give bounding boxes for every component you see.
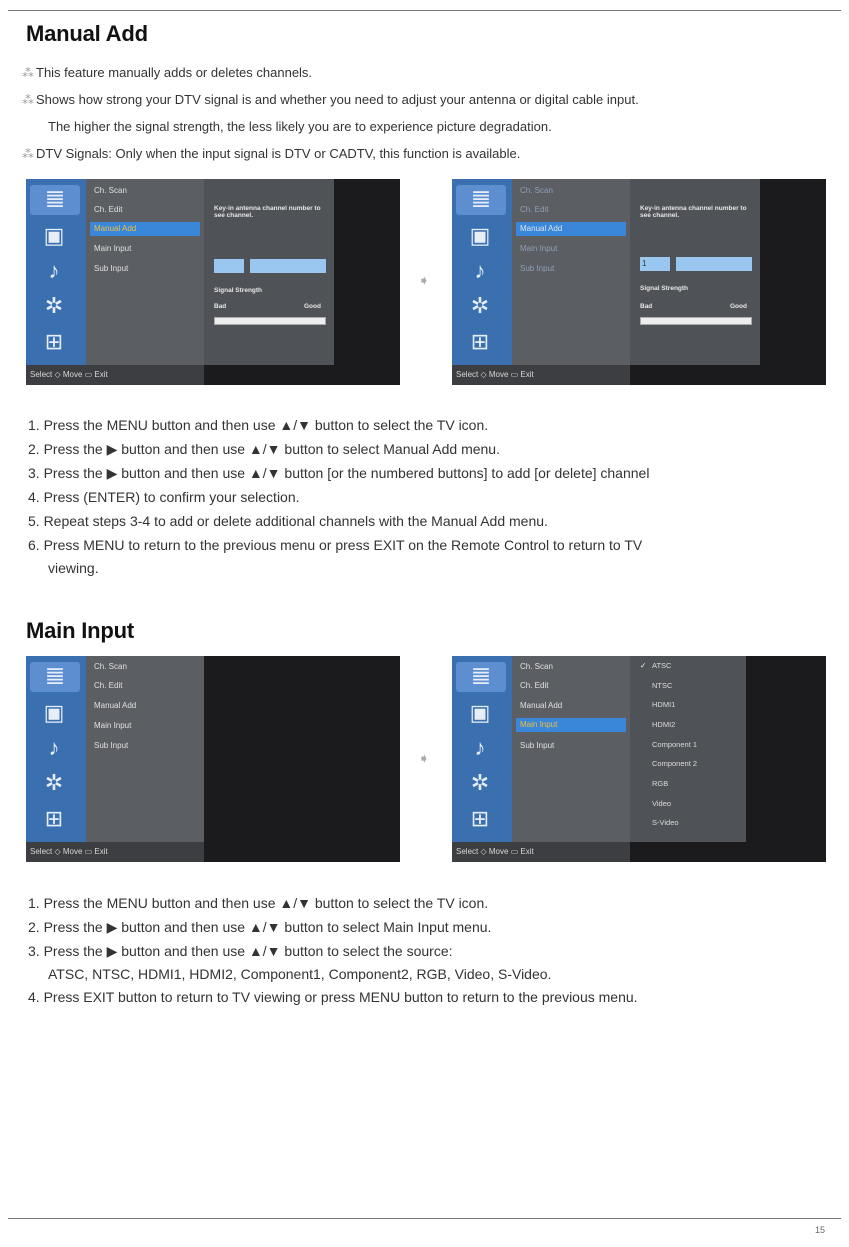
- menu-item-ch-scan[interactable]: Ch. Scan: [94, 662, 127, 671]
- panel-instruction: Key-in antenna channel number to see channel.: [214, 205, 321, 219]
- input-icon: ⊞: [470, 329, 490, 354]
- tv-menu-list: [512, 179, 630, 365]
- menu-item-manual-add[interactable]: Manual Add: [90, 222, 200, 236]
- picture-icon: ▣: [469, 700, 491, 725]
- antenna-icon: 𝍤: [456, 662, 506, 692]
- channel-input-box-a[interactable]: [214, 259, 244, 273]
- list-item-continued: viewing.: [48, 560, 99, 576]
- list-item-continued: ATSC, NTSC, HDMI1, HDMI2, Component1, Component2, RGB, Video, S-Video.: [48, 966, 552, 982]
- menu-footer: Select ◇ Move ▭ Exit: [452, 365, 630, 385]
- bullet-2-continued: The higher the signal strength, the less likely you are to experience picture degradation.: [48, 119, 552, 134]
- antenna-icon: 𝍤: [456, 185, 506, 215]
- panel-instruction: Key-in antenna channel number to see channel.: [640, 205, 747, 219]
- list-item: 2. Press the ▶ button and then use ▲/▼ button to select Main Input menu.: [28, 919, 492, 935]
- top-rule: [8, 10, 841, 11]
- section-title-main-input: Main Input: [26, 618, 134, 643]
- sparkle-icon: ⁂: [22, 147, 34, 161]
- source-option[interactable]: HDMI2: [652, 720, 676, 729]
- list-item: 3. Press the ▶ button and then use ▲/▼ button to select the source:: [28, 943, 453, 959]
- menu-footer: Select ◇ Move ▭ Exit: [452, 842, 630, 862]
- signal-bad-label: Bad: [214, 303, 227, 310]
- menu-item-sub-input[interactable]: Sub Input: [520, 264, 555, 273]
- menu-item-ch-edit[interactable]: Ch. Edit: [520, 681, 549, 690]
- menu-item-main-input[interactable]: Main Input: [516, 718, 626, 732]
- menu-item-ch-scan[interactable]: Ch. Scan: [94, 186, 127, 195]
- list-item: 1. Press the MENU button and then use ▲/▼ button to select the TV icon.: [28, 895, 489, 911]
- menu-item-sub-input[interactable]: Sub Input: [94, 264, 129, 273]
- menu-item-ch-edit[interactable]: Ch. Edit: [94, 205, 123, 214]
- menu-icon-bar: [26, 656, 86, 842]
- tv-screen-main-input-2: [452, 656, 826, 862]
- sound-icon: ♪: [474, 735, 486, 760]
- tv-screen-manual-add-1: [26, 179, 400, 385]
- menu-footer: Select ◇ Move ▭ Exit: [26, 842, 204, 862]
- menu-icon-bar: [452, 179, 512, 365]
- menu-item-sub-input[interactable]: Sub Input: [520, 741, 555, 750]
- setup-gear-icon: ✲: [470, 770, 490, 795]
- arrow-right-icon: ➧: [418, 750, 430, 766]
- signal-bad-label: Bad: [640, 303, 653, 310]
- sound-icon: ♪: [48, 258, 60, 283]
- input-icon: ⊞: [470, 806, 490, 831]
- sound-icon: ♪: [48, 735, 60, 760]
- bullet-2: ⁂ Shows how strong your DTV signal is and whether you need to adjust your antenna or digital cable input.: [22, 92, 639, 107]
- section-title-manual-add: Manual Add: [26, 21, 148, 46]
- menu-icon-bar: [26, 179, 86, 365]
- list-item: 5. Repeat steps 3-4 to add or delete additional channels with the Manual Add menu.: [28, 513, 548, 529]
- menu-item-ch-edit[interactable]: Ch. Edit: [520, 205, 549, 214]
- source-option[interactable]: Component 1: [652, 740, 698, 749]
- list-item: 1. Press the MENU button and then use ▲/▼ button to select the TV icon.: [28, 417, 489, 433]
- setup-gear-icon: ✲: [44, 770, 64, 795]
- picture-icon: ▣: [43, 223, 65, 248]
- menu-footer: Select ◇ Move ▭ Exit: [26, 365, 204, 385]
- source-option[interactable]: Component 2: [652, 759, 698, 768]
- signal-strength-label: Signal Strength: [640, 285, 689, 292]
- signal-strength-bar: [640, 317, 752, 325]
- main-input-steps: [28, 891, 638, 1009]
- menu-item-main-input[interactable]: Main Input: [520, 244, 558, 253]
- picture-icon: ▣: [43, 700, 65, 725]
- list-item: 6. Press MENU to return to the previous menu or press EXIT on the Remote Control to return to TV: [28, 537, 643, 553]
- menu-item-ch-edit[interactable]: Ch. Edit: [94, 681, 123, 690]
- channel-input-box-a[interactable]: 1: [640, 257, 670, 271]
- menu-item-manual-add[interactable]: Manual Add: [516, 222, 626, 236]
- channel-input-box-b[interactable]: [250, 259, 326, 273]
- menu-item-main-input[interactable]: Main Input: [94, 721, 132, 730]
- tv-screen-main-input-1: [26, 656, 400, 862]
- list-item: 4. Press (ENTER) to confirm your selection.: [28, 489, 300, 505]
- manual-add-steps: [28, 413, 649, 579]
- signal-strength-label: Signal Strength: [214, 287, 263, 294]
- source-option[interactable]: NTSC: [652, 681, 673, 690]
- menu-item-ch-scan[interactable]: Ch. Scan: [520, 186, 553, 195]
- channel-input-box-b[interactable]: [676, 257, 752, 271]
- bullet-3: ⁂ DTV Signals: Only when the input signal is DTV or CADTV, this function is available.: [22, 146, 521, 161]
- menu-item-manual-add[interactable]: Manual Add: [520, 701, 563, 710]
- tv-menu-list: [86, 179, 204, 365]
- setup-gear-icon: ✲: [470, 293, 490, 318]
- antenna-icon: 𝍤: [30, 662, 80, 692]
- manual-add-panel: [204, 179, 334, 365]
- tv-menu-list: [512, 656, 630, 842]
- bottom-rule: [8, 1218, 841, 1219]
- source-option[interactable]: RGB: [652, 779, 669, 788]
- list-item: 2. Press the ▶ button and then use ▲/▼ button to select Manual Add menu.: [28, 441, 500, 457]
- signal-good-label: Good: [304, 303, 321, 310]
- source-list: [630, 656, 746, 842]
- arrow-right-icon: ➧: [418, 272, 430, 288]
- menu-item-manual-add[interactable]: Manual Add: [94, 701, 137, 710]
- menu-icon-bar: [452, 656, 512, 842]
- sparkle-icon: ⁂: [22, 93, 34, 107]
- menu-item-main-input[interactable]: Main Input: [94, 244, 132, 253]
- list-item: 4. Press EXIT button to return to TV viewing or press MENU button to return to the previous menu.: [28, 989, 638, 1005]
- input-icon: ⊞: [44, 329, 64, 354]
- page-number: 15: [814, 1225, 825, 1235]
- source-option[interactable]: Video: [652, 799, 672, 808]
- menu-item-sub-input[interactable]: Sub Input: [94, 741, 129, 750]
- picture-icon: ▣: [469, 223, 491, 248]
- sparkle-icon: ⁂: [22, 66, 34, 80]
- source-option[interactable]: ✓ ATSC: [652, 659, 671, 673]
- list-item: 3. Press the ▶ button and then use ▲/▼ button [or the numbered buttons] to add [or delete] channel: [28, 465, 650, 481]
- input-icon: ⊞: [44, 806, 64, 831]
- menu-item-ch-scan[interactable]: Ch. Scan: [520, 662, 553, 671]
- tv-screen-manual-add-2: [452, 179, 826, 385]
- signal-strength-bar: [214, 317, 326, 325]
- bullet-1: ⁂ This feature manually adds or deletes channels.: [22, 65, 313, 80]
- tv-menu-list: [86, 656, 204, 842]
- source-option[interactable]: S-Video: [652, 818, 679, 827]
- setup-gear-icon: ✲: [44, 293, 64, 318]
- signal-good-label: Good: [730, 303, 747, 310]
- sound-icon: ♪: [474, 258, 486, 283]
- manual-add-panel: [630, 179, 760, 365]
- antenna-icon: 𝍤: [30, 185, 80, 215]
- source-option[interactable]: HDMI1: [652, 700, 676, 709]
